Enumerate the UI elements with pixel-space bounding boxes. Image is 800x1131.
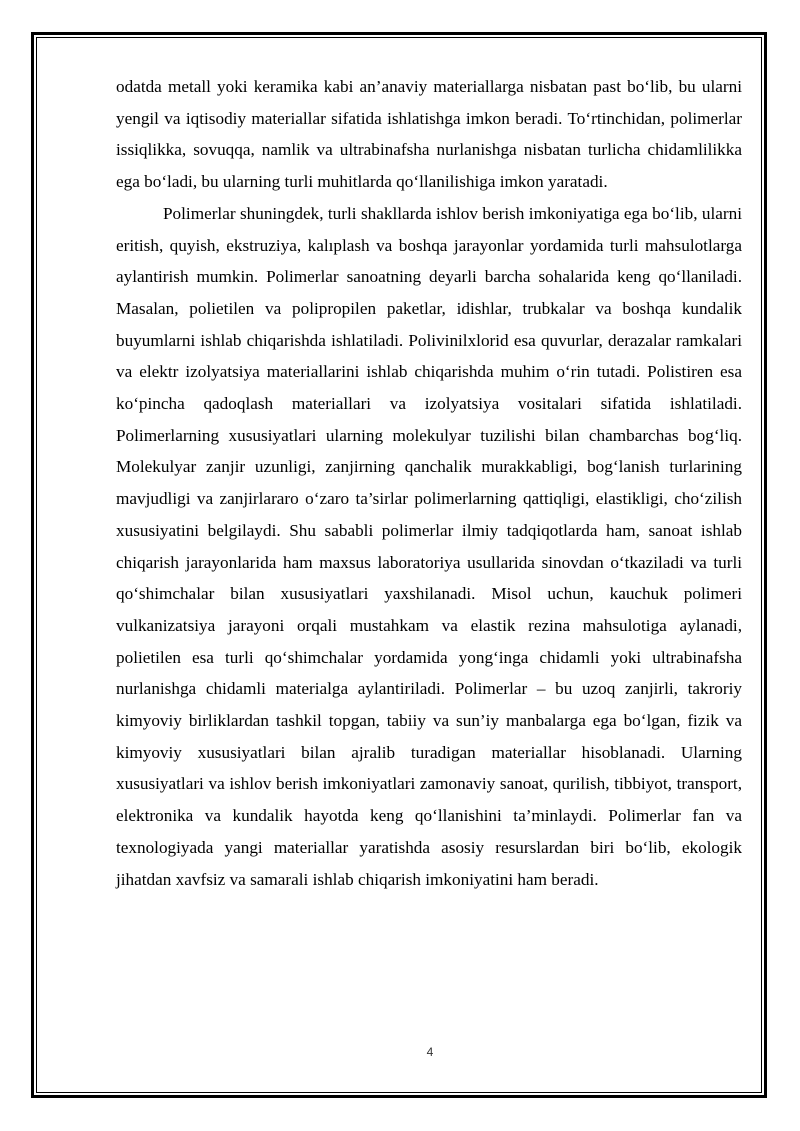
page-number: 4 xyxy=(426,1045,434,1059)
body-text xyxy=(116,71,742,895)
paragraph: Polimerlar shuningdek, turli shakllarda ishlov berish imkoniyatiga ega bo‘lib, ularni eritish, quyish, ekstruziya, kalıplash va boshqa jarayonlar yordamida turli mahsulotlarga aylantirish mumkin. Polimerlar sanoatning deyarli barcha sohalarida keng qo‘llaniladi. Masalan, polietilen va polipropilen paketlar, idishlar, trubkalar va boshqa kundalik buyumlarni ishlab chiqarishda ishlatiladi. Polivinilxlorid esa quvurlar, derazalar ramkalari va elektr izolyatsiya materiallarini ishlab chiqarishda muhim o‘rin tutadi. Polistiren esa ko‘pincha qadoqlash materiallari va izolyatsiya vositalari sifatida ishlatiladi. Polimerlarning xususiyatlari ularning molekulyar tuzilishi bilan chambarchas bog‘liq. Molekulyar zanjir uzunligi, zanjirning qanchalik murakkabligi, bog‘lanish turlarining mavjudligi va zanjirlararo o‘zaro ta’sirlar polimerlarning qattiqligi, elastikligi, cho‘zilish xususiyatini belgilaydi. Shu sababli polimerlar ilmiy tadqiqotlarda ham, sanoat ishlab chiqarish jarayonlarida ham maxsus laboratoriya usullarida sinovdan o‘tkaziladi va turli qo‘shimchalar bilan xususiyatlari yaxshilanadi. Misol uchun, kauchuk polimeri vulkanizatsiya jarayoni orqali mustahkam va elastik rezina mahsulotiga aylanadi, polietilen esa turli qo‘shimchalar yordamida yong‘inga chidamli yoki ultrabinafsha nurlanishga chidamli materialga aylantiriladi. Polimerlar – bu uzoq zanjirli, takroriy kimyoviy birliklardan tashkil topgan, tabiiy va sun’iy manbalarga ega bo‘lgan, fizik va kimyoviy xususiyatlari bilan ajralib turadigan materiallar hisoblanadi. Ularning xususiyatlari va ishlov berish imkoniyatlari zamonaviy sanoat, qurilish, tibbiyot, transport, elektronika va kundalik hayotda keng qo‘llanishini ta’minlaydi. Polimerlar fan va texnologiyada yangi materiallar yaratishda asosiy resurslardan biri bo‘lib, ekologik jihatdan xavfsiz va samarali ishlab chiqarish imkoniyatini ham beradi. xyxy=(116,203,742,889)
paragraph: odatda metall yoki keramika kabi an’anaviy materiallarga nisbatan past bo‘lib, bu ularni yengil va iqtisodiy materiallar sifatida ishlatishga imkon beradi. To‘rtinchidan, polimerlar issiqlikka, sovuqqa, namlik va ultrabinafsha nurlanishga nisbatan turlicha chidamlilikka ega bo‘ladi, bu ularning turli muhitlarda qo‘llanilishiga imkon yaratadi. xyxy=(116,77,742,192)
